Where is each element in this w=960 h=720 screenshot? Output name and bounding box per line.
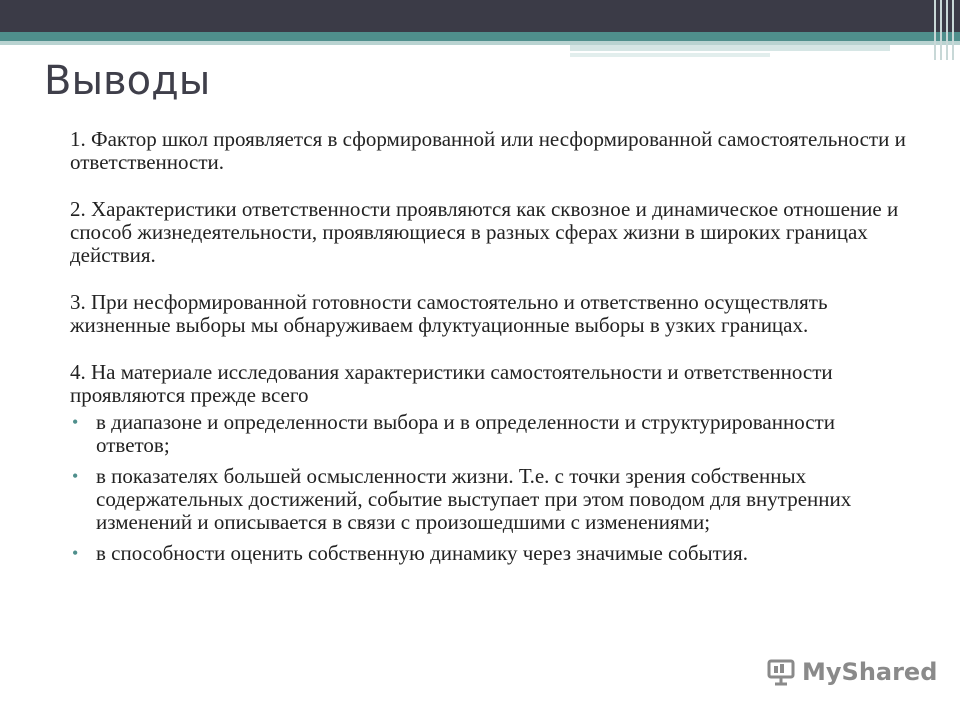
- watermark-text: MyShared: [802, 658, 938, 686]
- conclusion-paragraph-4: 4. На материале исследования характеристики самостоятельности и ответственности проявляются прежде всего: [70, 360, 833, 407]
- conclusion-paragraph-3: 3. При несформированной готовности самостоятельно и ответственно осуществлять жизненные выборы мы обнаруживаем флуктуационные выборы в узких границах.: [70, 290, 828, 337]
- bullet-icon: •: [72, 466, 79, 486]
- slide-body: [70, 128, 910, 573]
- list-item: [70, 465, 910, 534]
- decorative-vertical-lines: [932, 0, 960, 60]
- conclusion-paragraph-1: 1. Фактор школ проявляется в сформированной или несформированной самостоятельности и ответственности.: [70, 127, 906, 174]
- bullet-text: в диапазоне и определенности выбора и в определенности и структурированности ответов;: [96, 410, 835, 457]
- presentation-board-icon: [766, 657, 796, 687]
- slide-title: Выводы: [44, 58, 211, 104]
- bullet-text: в показателях большей осмысленности жизни. Т.е. с точки зрения собственных содержательных достижений, событие выступает при этом поводом для внутренних изменений и описывается в связи с произошедшими с изменениями;: [96, 464, 852, 534]
- conclusion-paragraph-2: 2. Характеристики ответственности проявляются как сквозное и динамическое отношение и способ жизнедеятельности, проявляющиеся в разных сферах жизни в широких границах действия.: [70, 197, 899, 267]
- slide-light-stripe-shorter: [570, 53, 770, 57]
- watermark-logo: [766, 657, 937, 687]
- slide-accent-stripe: [0, 32, 960, 41]
- list-item: [70, 411, 910, 457]
- bullet-icon: •: [72, 543, 79, 563]
- slide-top-bar: [0, 0, 960, 32]
- conclusion-bullet-list: [70, 411, 910, 565]
- bullet-text: в способности оценить собственную динамику через значимые события.: [96, 541, 748, 565]
- bullet-icon: •: [72, 412, 79, 432]
- list-item: [70, 542, 910, 565]
- slide-light-stripe-short: [570, 45, 890, 51]
